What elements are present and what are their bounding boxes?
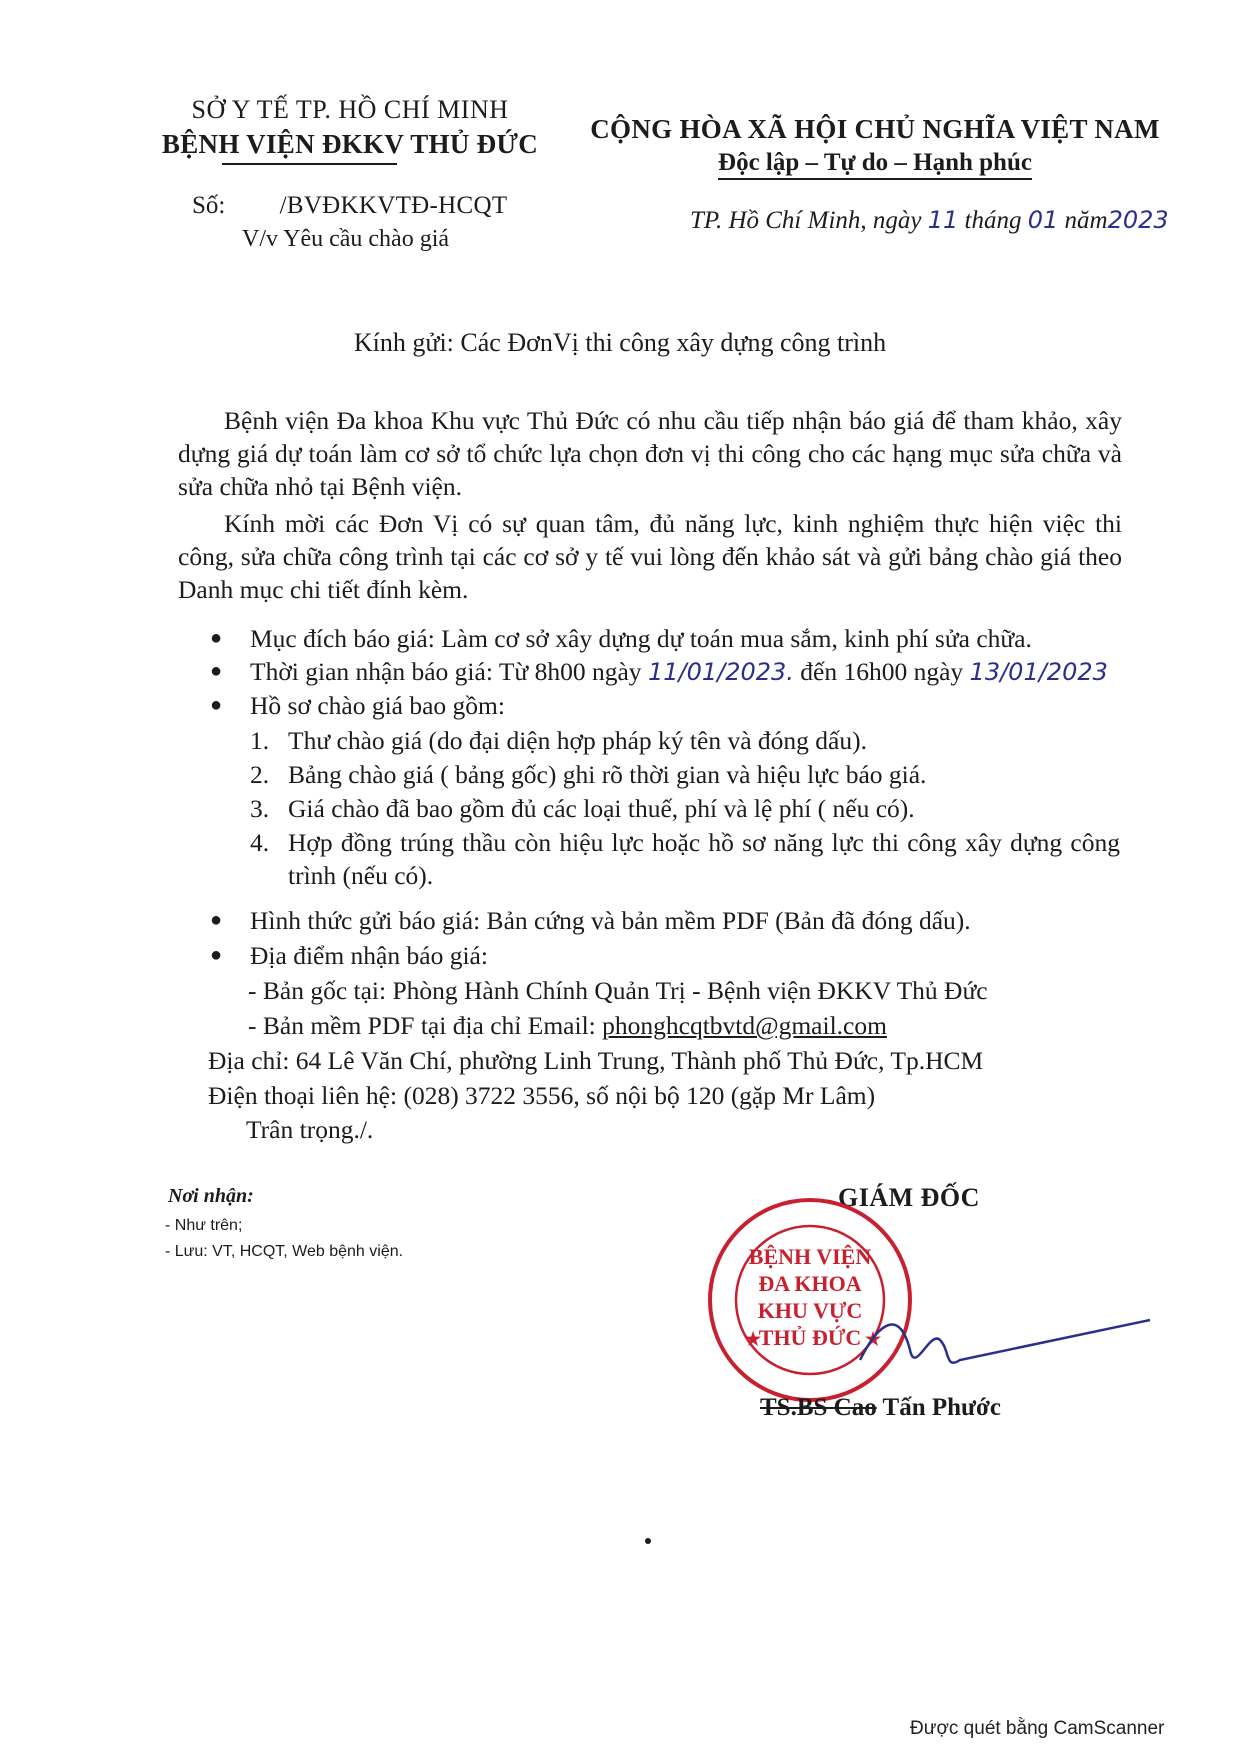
contact-phone: Điện thoại liên hệ: (028) 3722 3556, số nội bộ 120 (gặp Mr Lâm) — [208, 1081, 876, 1110]
header-left-rule — [222, 163, 397, 165]
location-original: - Bản gốc tại: Phòng Hành Chính Quản Trị - Bệnh viện ĐKKV Thủ Đức — [248, 976, 988, 1005]
svg-text:★: ★ — [745, 1329, 762, 1349]
recipients-title: Nơi nhận: — [168, 1185, 254, 1207]
document-date — [690, 206, 1169, 235]
date-month-handwritten: 01 — [1027, 206, 1059, 234]
dossier-item: 3. Giá chào đã bao gồm đủ các loại thuế, phí và lệ phí ( nếu có). — [250, 794, 915, 823]
number-label: Số: — [192, 192, 226, 219]
bullet-dot: ● — [210, 909, 223, 931]
signature-title: GIÁM ĐỐC — [838, 1183, 980, 1212]
location-pdf: - Bản mềm PDF tại địa chỉ Email: phonghcqtbvtd@gmail.com — [248, 1011, 887, 1040]
date-year-label: năm — [1064, 207, 1108, 234]
header-left — [150, 95, 550, 165]
bullet-location: ● Địa điểm nhận báo giá: — [210, 941, 488, 970]
svg-text:★: ★ — [865, 1329, 882, 1349]
time-end-handwritten: 13/01/2023 — [969, 658, 1108, 686]
hospital-name: BỆNH VIỆN ĐKKV THỦ ĐỨC — [161, 129, 539, 159]
email-link[interactable]: phonghcqtbvtd@gmail.com — [602, 1011, 887, 1040]
document-subject: V/v Yêu cầu chào giá — [242, 226, 450, 252]
bullet-purpose: ● Mục đích báo giá: Làm cơ sở xây dựng dự toán mua sắm, kinh phí sửa chữa. — [210, 624, 1032, 653]
bullet-dot: ● — [210, 660, 223, 682]
stamp-line: ĐA KHOA — [758, 1271, 862, 1296]
bullet-dossier: ● Hồ sơ chào giá bao gồm: — [210, 691, 505, 720]
recipients-item: - Như trên; — [165, 1217, 243, 1234]
recipients-item: - Lưu: VT, HCQT, Web bệnh viện. — [165, 1243, 404, 1260]
scanner-watermark: Được quét bằng CamScanner — [910, 1718, 1165, 1739]
paragraph-1: Bệnh viện Đa khoa Khu vực Thủ Đức có nhu cầu tiếp nhận báo giá để tham khảo, xây dựng giá dự toán làm cơ sở tổ chức lựa chọn đơn vị thi công cho các hạng mục sửa chữa và sửa chữa nhỏ tại Bệnh viện. — [178, 406, 1122, 501]
closing-line: Trân trọng./. — [246, 1115, 374, 1144]
dossier-item: 2. Bảng chào giá ( bảng gốc) ghi rõ thời gian và hiệu lực báo giá. — [250, 760, 927, 789]
national-title: CỘNG HÒA XÃ HỘI CHỦ NGHĨA VIỆT NAM — [590, 114, 1160, 144]
dossier-item: 4. Hợp đồng trúng thầu còn hiệu lực hoặc hồ sơ năng lực thi công xây dựng công trình (nếu có). — [250, 828, 1120, 890]
handwritten-signature — [840, 1290, 1170, 1400]
date-day-handwritten: 11 — [927, 206, 959, 234]
paragraph-2: Kính mời các Đơn Vị có sự quan tâm, đủ năng lực, kinh nghiệm thực hiện việc thi công, sửa chữa công trình tại các cơ sở y tế vui lòng đến khảo sát và gửi bảng chào giá theo Danh mục chi tiết đính kèm. — [178, 509, 1122, 604]
stamp-line: BỆNH VIỆN — [748, 1244, 872, 1269]
date-prefix: TP. Hồ Chí Minh, ngày — [690, 207, 922, 234]
bullet-dot: ● — [210, 944, 223, 966]
bullet-dot: ● — [210, 694, 223, 716]
national-motto: Độc lập – Tự do – Hạnh phúc — [718, 149, 1032, 180]
header-right — [590, 114, 1160, 180]
bullet-dot: ● — [210, 627, 223, 649]
date-year-handwritten: 2023 — [1107, 206, 1169, 234]
bullet-method: ● Hình thức gửi báo giá: Bản cứng và bản mềm PDF (Bản đã đóng dấu). — [210, 906, 971, 935]
number-value: /BVĐKKVTĐ-HCQT — [279, 192, 508, 219]
time-start-handwritten: 11/01/2023. — [647, 658, 794, 686]
contact-address: Địa chỉ: 64 Lê Văn Chí, phường Linh Trung, Thành phố Thủ Đức, Tp.HCM — [208, 1046, 984, 1075]
bullet-time: ● Thời gian nhận báo giá: Từ 8h00 ngày 11/01/2023. đến 16h00 ngày 13/01/2023 — [210, 657, 1108, 686]
recipient-line: Kính gửi: Các ĐơnVị thi công xây dựng công trình — [353, 328, 887, 357]
date-month-label: tháng — [964, 207, 1022, 234]
department-name: SỞ Y TẾ TP. HỒ CHÍ MINH — [191, 95, 509, 124]
stamp-line: THỦ ĐỨC — [758, 1325, 862, 1350]
document-number — [192, 192, 507, 220]
scan-speck — [645, 1538, 651, 1544]
dossier-item: 1. Thư chào giá (do đại diện hợp pháp ký tên và đóng dấu). — [250, 726, 867, 755]
signer-name: TS.BS Cao Tấn Phước — [760, 1394, 1001, 1421]
stamp-line: KHU VỰC — [757, 1298, 863, 1323]
